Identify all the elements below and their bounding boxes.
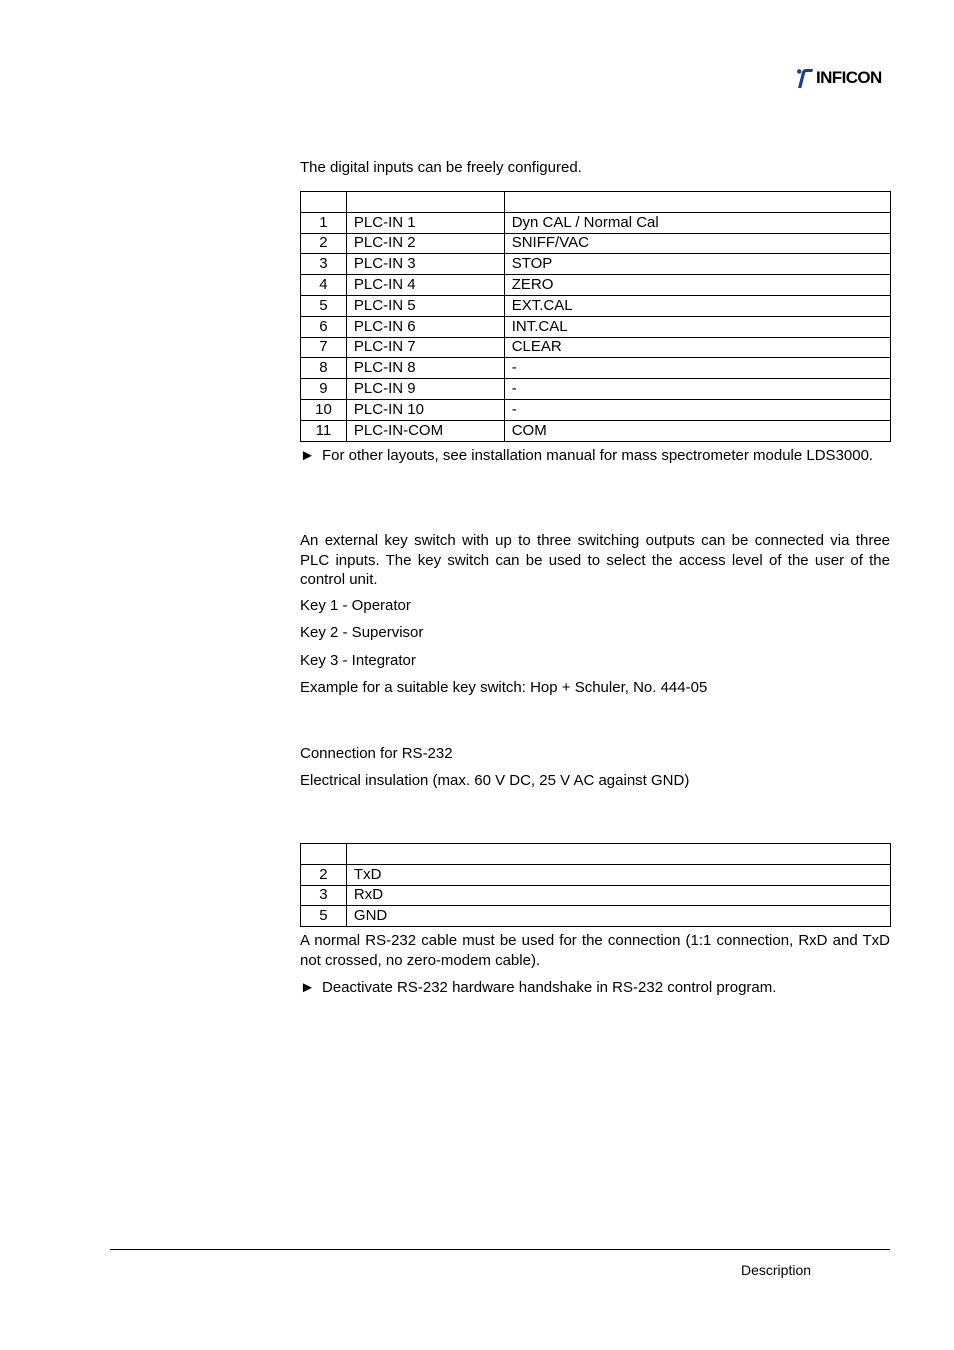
header-cell-pin xyxy=(301,844,347,865)
rs232-connection-text: Connection for RS-232 xyxy=(300,745,453,762)
cell-function: CLEAR xyxy=(504,337,890,358)
cell-signal: PLC-IN 1 xyxy=(346,212,504,233)
cell-pin: 3 xyxy=(301,254,347,275)
inficon-logo xyxy=(795,66,882,90)
cell-signal: TxD xyxy=(346,864,890,885)
intro-text: The digital inputs can be freely configured. xyxy=(300,159,582,176)
cell-signal: PLC-IN 9 xyxy=(346,379,504,400)
cell-signal: PLC-IN 8 xyxy=(346,358,504,379)
cell-pin: 7 xyxy=(301,337,347,358)
logo-text: INFICON xyxy=(816,68,882,87)
rs232-table xyxy=(300,843,891,927)
cell-signal: PLC-IN 4 xyxy=(346,275,504,296)
cell-pin: 5 xyxy=(301,906,347,927)
cell-signal: GND xyxy=(346,906,890,927)
header-cell-function xyxy=(504,192,890,213)
cell-pin: 2 xyxy=(301,233,347,254)
plc-table-body xyxy=(301,192,891,442)
cell-pin: 5 xyxy=(301,295,347,316)
rs232-table-body xyxy=(301,844,891,927)
cell-pin: 11 xyxy=(301,420,347,441)
cell-function: - xyxy=(504,358,890,379)
cell-function: SNIFF/VAC xyxy=(504,233,890,254)
table-row xyxy=(301,212,891,233)
cell-function: - xyxy=(504,399,890,420)
cell-pin: 2 xyxy=(301,864,347,885)
table-row xyxy=(301,275,891,296)
cell-pin: 1 xyxy=(301,212,347,233)
plc-inputs-table xyxy=(300,191,891,442)
header-cell-signal xyxy=(346,192,504,213)
handshake-note-text: Deactivate RS-232 hardware handshake in RS-232 control program. xyxy=(322,979,777,996)
cell-signal: PLC-IN 10 xyxy=(346,399,504,420)
table-header-row xyxy=(301,844,891,865)
cell-signal: RxD xyxy=(346,885,890,906)
header-cell-signal xyxy=(346,844,890,865)
cell-function: INT.CAL xyxy=(504,316,890,337)
cell-pin: 6 xyxy=(301,316,347,337)
table-row xyxy=(301,864,891,885)
cell-function: STOP xyxy=(504,254,890,275)
cell-signal: PLC-IN 6 xyxy=(346,316,504,337)
table-row xyxy=(301,885,891,906)
footer-divider xyxy=(110,1249,890,1250)
table-row xyxy=(301,399,891,420)
layouts-note-text: For other layouts, see installation manual for mass spectrometer module LDS3000. xyxy=(322,447,874,464)
footer-section-label: Description xyxy=(741,1262,812,1278)
arrow-bullet-icon: ► xyxy=(300,979,315,996)
table-row xyxy=(301,906,891,927)
table-row xyxy=(301,233,891,254)
cell-pin: 10 xyxy=(301,399,347,420)
cell-function: COM xyxy=(504,420,890,441)
cell-signal: PLC-IN 5 xyxy=(346,295,504,316)
table-row xyxy=(301,358,891,379)
key-switch-example: Example for a suitable key switch: Hop + Schuler, No. 444-05 xyxy=(300,679,708,696)
cell-signal: PLC-IN 7 xyxy=(346,337,504,358)
key-switch-description: An external key switch with up to three switching outputs can be connected via three PLC inputs. The key switch can be used to select the access level of the user of the control unit. xyxy=(300,532,890,588)
cell-signal: PLC-IN 2 xyxy=(346,233,504,254)
cell-signal: PLC-IN-COM xyxy=(346,420,504,441)
arrow-bullet-icon: ► xyxy=(300,447,315,464)
table-row xyxy=(301,316,891,337)
cell-signal: PLC-IN 3 xyxy=(346,254,504,275)
header-cell-pin xyxy=(301,192,347,213)
rs232-cable-note: A normal RS-232 cable must be used for the connection (1:1 connection, RxD and TxD not crossed, no zero-modem cable). xyxy=(300,932,890,969)
table-row xyxy=(301,420,891,441)
key-1: Key 1 - Operator xyxy=(300,597,411,614)
table-row xyxy=(301,295,891,316)
rs232-insulation-text: Electrical insulation (max. 60 V DC, 25 V AC against GND) xyxy=(300,772,690,789)
table-row xyxy=(301,379,891,400)
cell-pin: 8 xyxy=(301,358,347,379)
inficon-logo-icon xyxy=(795,67,815,89)
table-row xyxy=(301,337,891,358)
handshake-note xyxy=(300,978,890,998)
table-header-row xyxy=(301,192,891,213)
cell-pin: 3 xyxy=(301,885,347,906)
layouts-note xyxy=(300,446,890,466)
cell-function: EXT.CAL xyxy=(504,295,890,316)
cell-function: ZERO xyxy=(504,275,890,296)
cell-function: Dyn CAL / Normal Cal xyxy=(504,212,890,233)
key-2: Key 2 - Supervisor xyxy=(300,624,424,641)
table-row xyxy=(301,254,891,275)
cell-pin: 9 xyxy=(301,379,347,400)
cell-function: - xyxy=(504,379,890,400)
cell-pin: 4 xyxy=(301,275,347,296)
key-3: Key 3 - Integrator xyxy=(300,652,416,669)
